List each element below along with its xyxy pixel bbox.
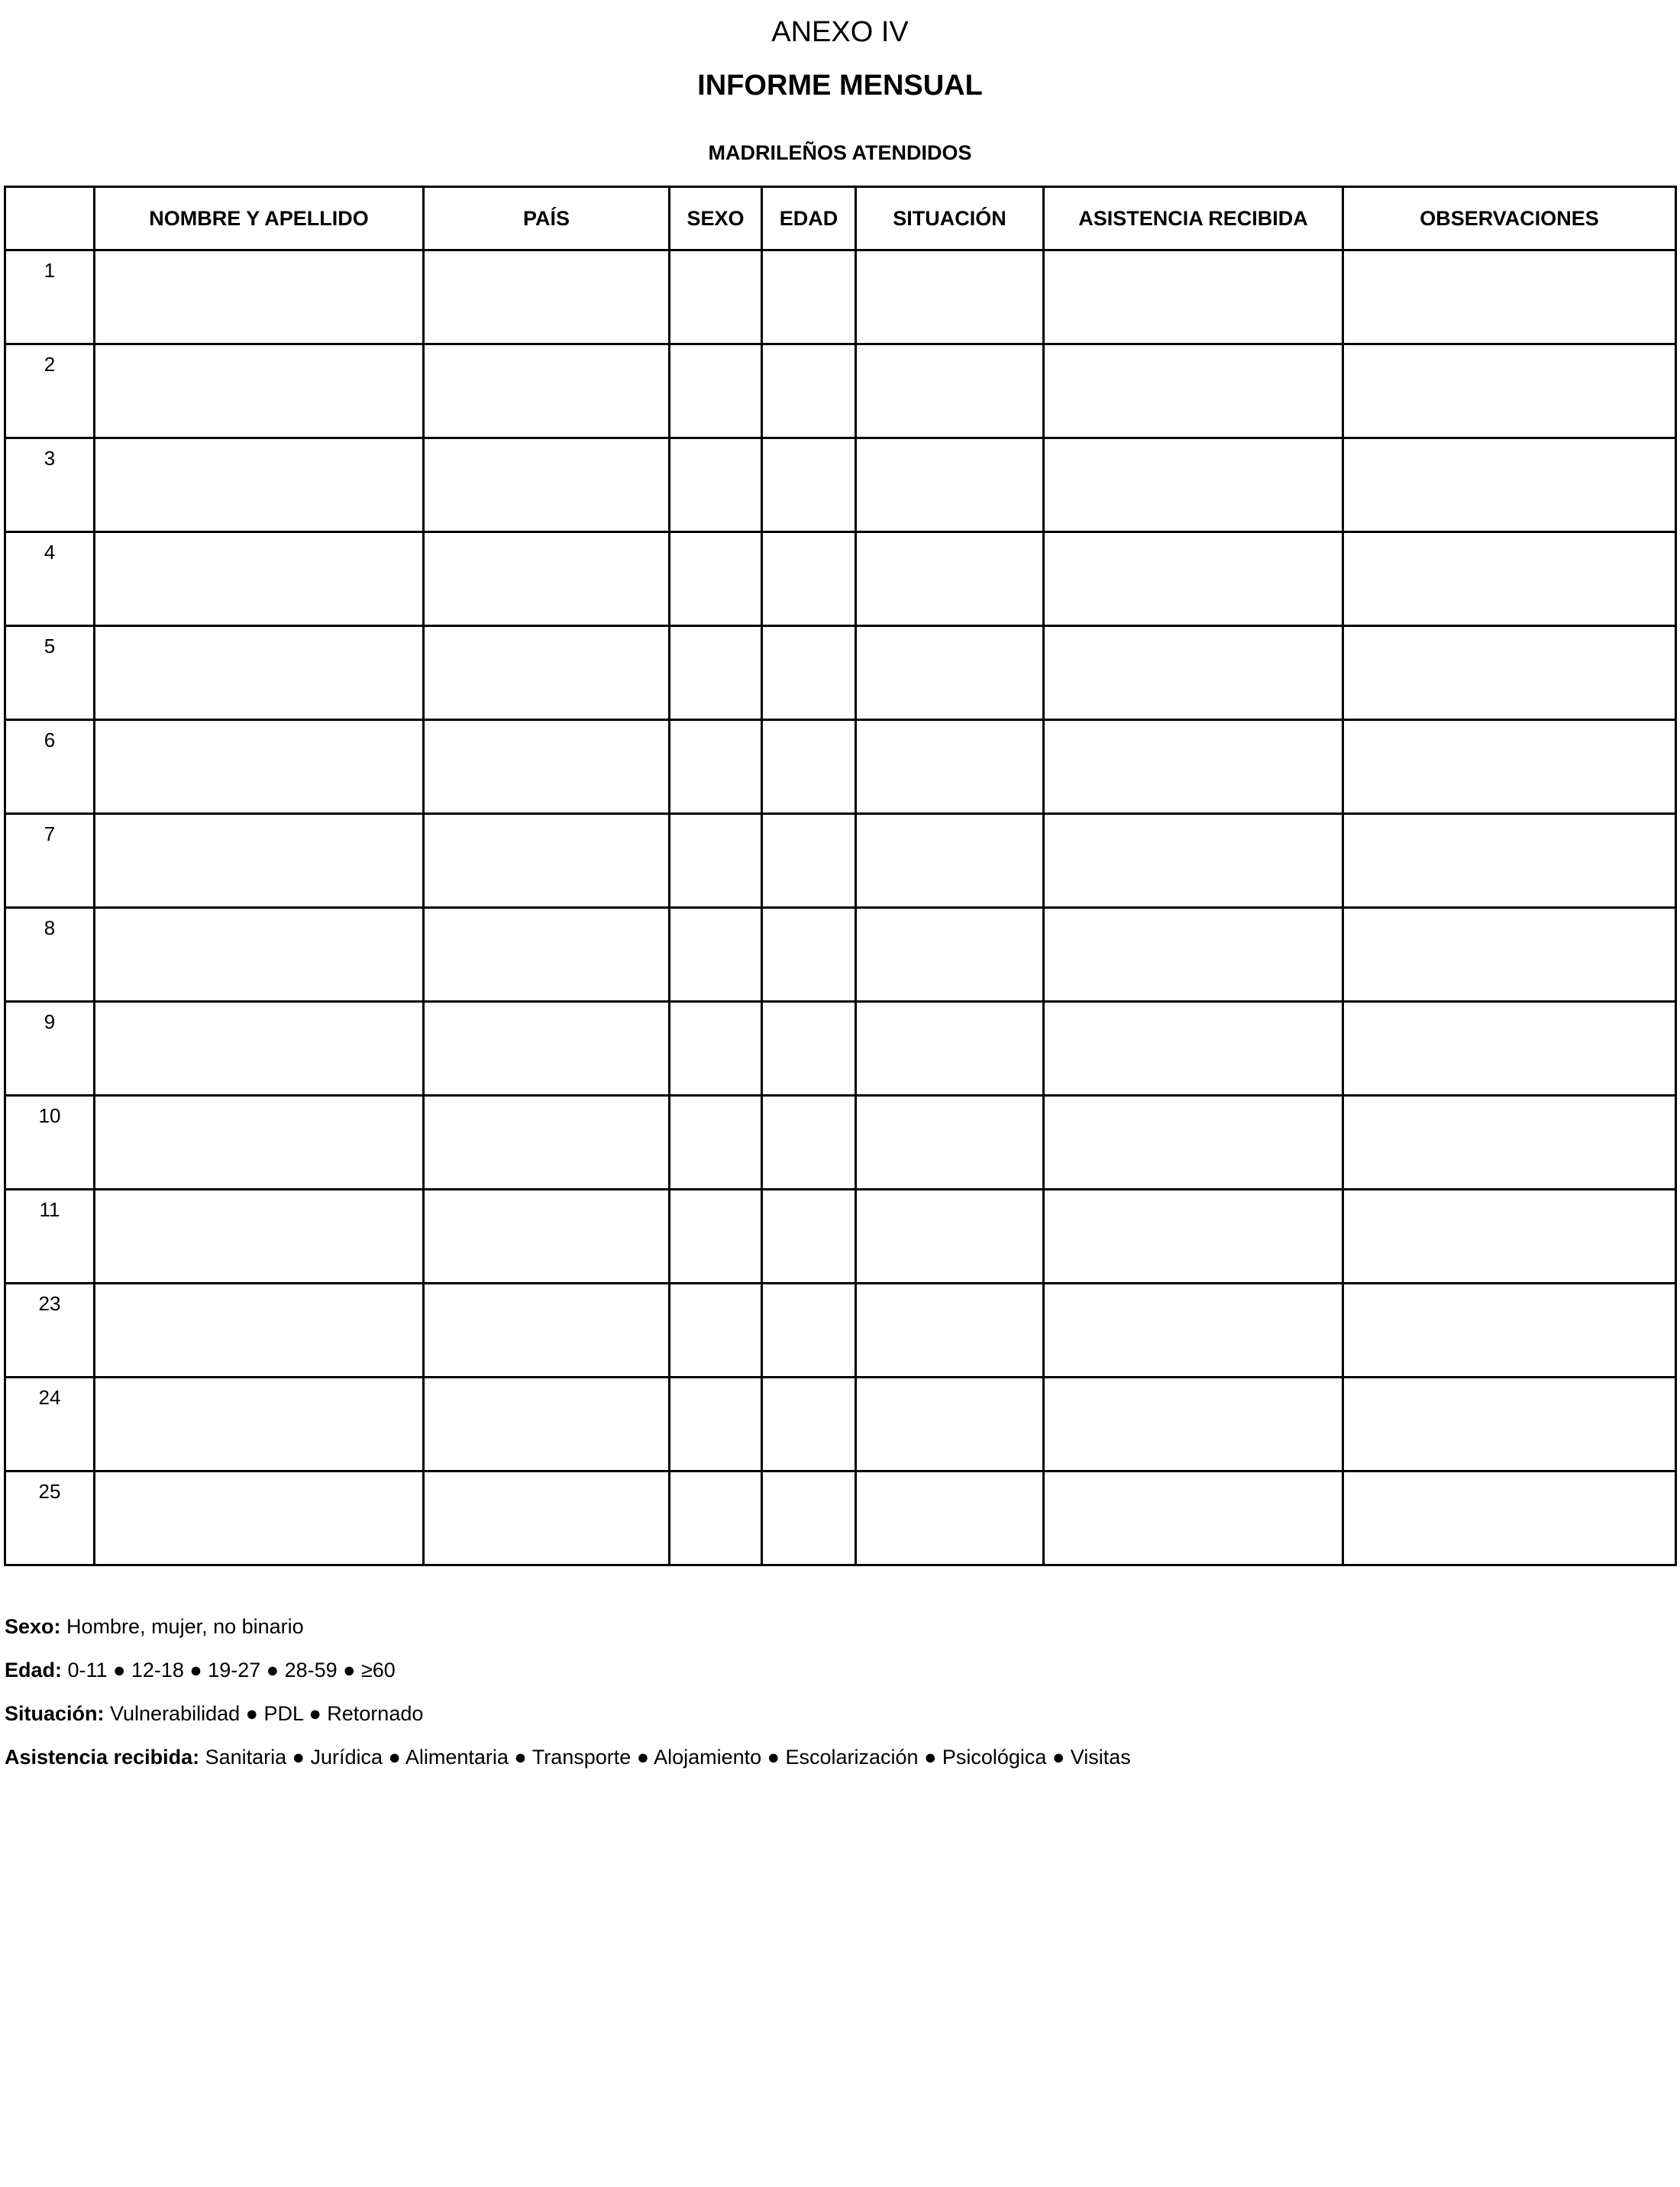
observations-cell[interactable] [1343, 814, 1676, 908]
assistance-cell[interactable] [1044, 908, 1343, 1002]
assistance-cell[interactable] [1044, 1378, 1343, 1471]
country-cell[interactable] [424, 1002, 670, 1096]
table-row [5, 908, 1676, 1002]
name-cell[interactable] [95, 1471, 424, 1565]
sex-cell[interactable] [670, 1284, 762, 1378]
table-row [5, 344, 1676, 438]
age-cell[interactable] [762, 814, 856, 908]
sex-cell[interactable] [670, 1096, 762, 1190]
annex-heading: ANEXO IV [771, 16, 909, 48]
sex-cell[interactable] [670, 438, 762, 532]
row-number: 7 [5, 814, 95, 908]
country-cell[interactable] [424, 814, 670, 908]
assistance-cell[interactable] [1044, 1002, 1343, 1096]
situation-cell[interactable] [856, 1190, 1044, 1284]
assistance-cell[interactable] [1044, 814, 1343, 908]
situation-cell[interactable] [856, 532, 1044, 626]
legend-label: Edad: [5, 1659, 63, 1681]
report-table [4, 186, 1677, 1566]
assistance-cell[interactable] [1044, 250, 1343, 344]
country-cell[interactable] [424, 344, 670, 438]
table-header-row [5, 187, 1676, 250]
document-subtitle: MADRILEÑOS ATENDIDOS [708, 141, 972, 164]
legend-label: Situación: [5, 1702, 105, 1725]
table-row [5, 250, 1676, 344]
table-row [5, 532, 1676, 626]
observations-cell[interactable] [1343, 1002, 1676, 1096]
table-row [5, 1378, 1676, 1471]
table-row [5, 1471, 1676, 1565]
age-cell[interactable] [762, 532, 856, 626]
assistance-cell[interactable] [1044, 1096, 1343, 1190]
situation-cell[interactable] [856, 344, 1044, 438]
sex-cell[interactable] [670, 250, 762, 344]
observations-cell[interactable] [1343, 1284, 1676, 1378]
situation-cell[interactable] [856, 720, 1044, 814]
sex-cell[interactable] [670, 532, 762, 626]
sex-cell[interactable] [670, 626, 762, 720]
country-cell[interactable] [424, 626, 670, 720]
name-cell[interactable] [95, 1190, 424, 1284]
assistance-cell[interactable] [1044, 720, 1343, 814]
assistance-cell[interactable] [1044, 344, 1343, 438]
header-number [5, 187, 95, 250]
row-number: 4 [5, 532, 95, 626]
age-cell[interactable] [762, 908, 856, 1002]
situation-cell[interactable] [856, 626, 1044, 720]
sex-cell[interactable] [670, 720, 762, 814]
age-cell[interactable] [762, 1096, 856, 1190]
row-number: 2 [5, 344, 95, 438]
name-cell[interactable] [95, 908, 424, 1002]
observations-cell[interactable] [1343, 1378, 1676, 1471]
age-cell[interactable] [762, 1190, 856, 1284]
assistance-cell[interactable] [1044, 532, 1343, 626]
observations-cell[interactable] [1343, 1471, 1676, 1565]
observations-cell[interactable] [1343, 344, 1676, 438]
row-number: 25 [5, 1471, 95, 1565]
row-number: 3 [5, 438, 95, 532]
name-cell[interactable] [95, 1002, 424, 1096]
table-body [5, 250, 1676, 1565]
country-cell[interactable] [424, 532, 670, 626]
country-cell[interactable] [424, 1096, 670, 1190]
observations-cell[interactable] [1343, 626, 1676, 720]
header-situation: SITUACIÓN [856, 187, 1044, 250]
country-cell[interactable] [424, 908, 670, 1002]
row-number: 11 [5, 1190, 95, 1284]
observations-cell[interactable] [1343, 720, 1676, 814]
legend-label: Asistencia recibida: [5, 1746, 200, 1769]
table-row [5, 1002, 1676, 1096]
row-number: 8 [5, 908, 95, 1002]
situation-cell[interactable] [856, 1378, 1044, 1471]
header-country: PAÍS [424, 187, 670, 250]
assistance-cell[interactable] [1044, 626, 1343, 720]
age-cell[interactable] [762, 1002, 856, 1096]
country-cell[interactable] [424, 1284, 670, 1378]
legend-text: 0-11 ● 12-18 ● 19-27 ● 28-59 ● ≥60 [62, 1659, 396, 1681]
name-cell[interactable] [95, 344, 424, 438]
situation-cell[interactable] [856, 1284, 1044, 1378]
table-row [5, 626, 1676, 720]
observations-cell[interactable] [1343, 908, 1676, 1002]
header-assistance: ASISTENCIA RECIBIDA [1044, 187, 1343, 250]
name-cell[interactable] [95, 1284, 424, 1378]
situation-cell[interactable] [856, 438, 1044, 532]
row-number: 1 [5, 250, 95, 344]
table-row [5, 438, 1676, 532]
age-cell[interactable] [762, 344, 856, 438]
country-cell[interactable] [424, 1471, 670, 1565]
header-sex: SEXO [670, 187, 762, 250]
observations-cell[interactable] [1343, 1190, 1676, 1284]
legend-text: Vulnerabilidad ● PDL ● Retornado [104, 1702, 424, 1725]
document-title: INFORME MENSUAL [697, 69, 983, 102]
row-number: 6 [5, 720, 95, 814]
situation-cell[interactable] [856, 1096, 1044, 1190]
header-name: NOMBRE Y APELLIDO [95, 187, 424, 250]
name-cell[interactable] [95, 438, 424, 532]
assistance-cell[interactable] [1044, 1284, 1343, 1378]
country-cell[interactable] [424, 1190, 670, 1284]
country-cell[interactable] [424, 438, 670, 532]
observations-cell[interactable] [1343, 532, 1676, 626]
row-number: 24 [5, 1378, 95, 1471]
sex-cell[interactable] [670, 1378, 762, 1471]
legend-line [5, 1700, 1131, 1743]
sex-cell[interactable] [670, 908, 762, 1002]
country-cell[interactable] [424, 720, 670, 814]
legend-text: Sanitaria ● Jurídica ● Alimentaria ● Transporte ● Alojamiento ● Escolarización ● Psicológica ● Visitas [199, 1746, 1131, 1769]
name-cell[interactable] [95, 720, 424, 814]
sex-cell[interactable] [670, 814, 762, 908]
age-cell[interactable] [762, 626, 856, 720]
row-number: 5 [5, 626, 95, 720]
situation-cell[interactable] [856, 1002, 1044, 1096]
observations-cell[interactable] [1343, 1096, 1676, 1190]
table-row [5, 814, 1676, 908]
row-number: 23 [5, 1284, 95, 1378]
situation-cell[interactable] [856, 908, 1044, 1002]
name-cell[interactable] [95, 814, 424, 908]
legend-line [5, 1613, 1131, 1656]
assistance-cell[interactable] [1044, 1471, 1343, 1565]
header-age: EDAD [762, 187, 856, 250]
observations-cell[interactable] [1343, 438, 1676, 532]
situation-cell[interactable] [856, 814, 1044, 908]
sex-cell[interactable] [670, 1002, 762, 1096]
name-cell[interactable] [95, 532, 424, 626]
row-number: 9 [5, 1002, 95, 1096]
row-number: 10 [5, 1096, 95, 1190]
name-cell[interactable] [95, 250, 424, 344]
situation-cell[interactable] [856, 250, 1044, 344]
legend-text: Hombre, mujer, no binario [60, 1615, 304, 1638]
name-cell[interactable] [95, 1378, 424, 1471]
header-observations: OBSERVACIONES [1343, 187, 1676, 250]
legend [5, 1613, 1131, 1787]
table-row [5, 720, 1676, 814]
legend-line [5, 1743, 1131, 1787]
name-cell[interactable] [95, 626, 424, 720]
situation-cell[interactable] [856, 1471, 1044, 1565]
legend-line [5, 1656, 1131, 1700]
assistance-cell[interactable] [1044, 438, 1343, 532]
table-row [5, 1096, 1676, 1190]
table-row [5, 1284, 1676, 1378]
sex-cell[interactable] [670, 1471, 762, 1565]
table-row [5, 1190, 1676, 1284]
age-cell[interactable] [762, 1284, 856, 1378]
assistance-cell[interactable] [1044, 1190, 1343, 1284]
sex-cell[interactable] [670, 1190, 762, 1284]
legend-label: Sexo: [5, 1615, 61, 1638]
sex-cell[interactable] [670, 344, 762, 438]
age-cell[interactable] [762, 1471, 856, 1565]
age-cell[interactable] [762, 720, 856, 814]
name-cell[interactable] [95, 1096, 424, 1190]
country-cell[interactable] [424, 250, 670, 344]
age-cell[interactable] [762, 250, 856, 344]
age-cell[interactable] [762, 1378, 856, 1471]
country-cell[interactable] [424, 1378, 670, 1471]
age-cell[interactable] [762, 438, 856, 532]
observations-cell[interactable] [1343, 250, 1676, 344]
